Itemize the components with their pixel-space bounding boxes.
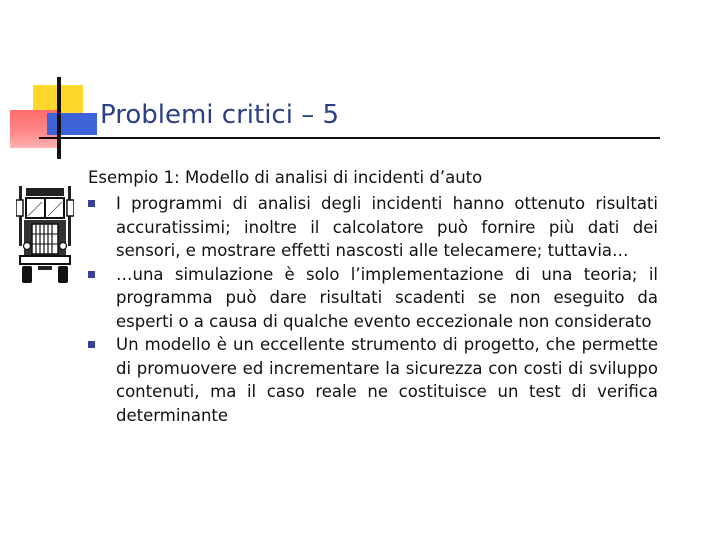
title-underline [39,137,660,139]
bullet-item [88,333,658,427]
bullet-square-icon [88,200,95,207]
bullet-square-icon [88,341,95,348]
bullet-item [88,192,658,263]
decor-blue-bar [47,113,97,135]
bullet-text: …una simulazione è solo l’implementazione di una teoria; il programma può dare risultati scadenti se non eseguito da esperti o a causa di qualche evento eccezionale non considerato [116,264,658,331]
bullet-square-icon [88,271,95,278]
truck-front-icon [16,186,74,284]
bullet-item [88,263,658,334]
bullet-text: Un modello è un eccellente strumento di progetto, che permette di promuovere ed incrementare la sicurezza con costi di sviluppo contenuti, ma il caso reale ne costituisce un test di verifica determinante [116,335,658,425]
slide-subtitle: Esempio 1: Modello di analisi di incidenti d’auto [88,168,483,187]
slide-title: Problemi critici – 5 [100,100,340,130]
decor-vertical-line [57,77,61,159]
bullet-list [88,192,658,427]
bullet-text: I programmi di analisi degli incidenti hanno ottenuto risultati accuratissimi; inoltre il calcolatore può fornire più dati dei sensori, e mostrare effetti nascosti alle telecamere; tuttavia… [116,194,658,260]
